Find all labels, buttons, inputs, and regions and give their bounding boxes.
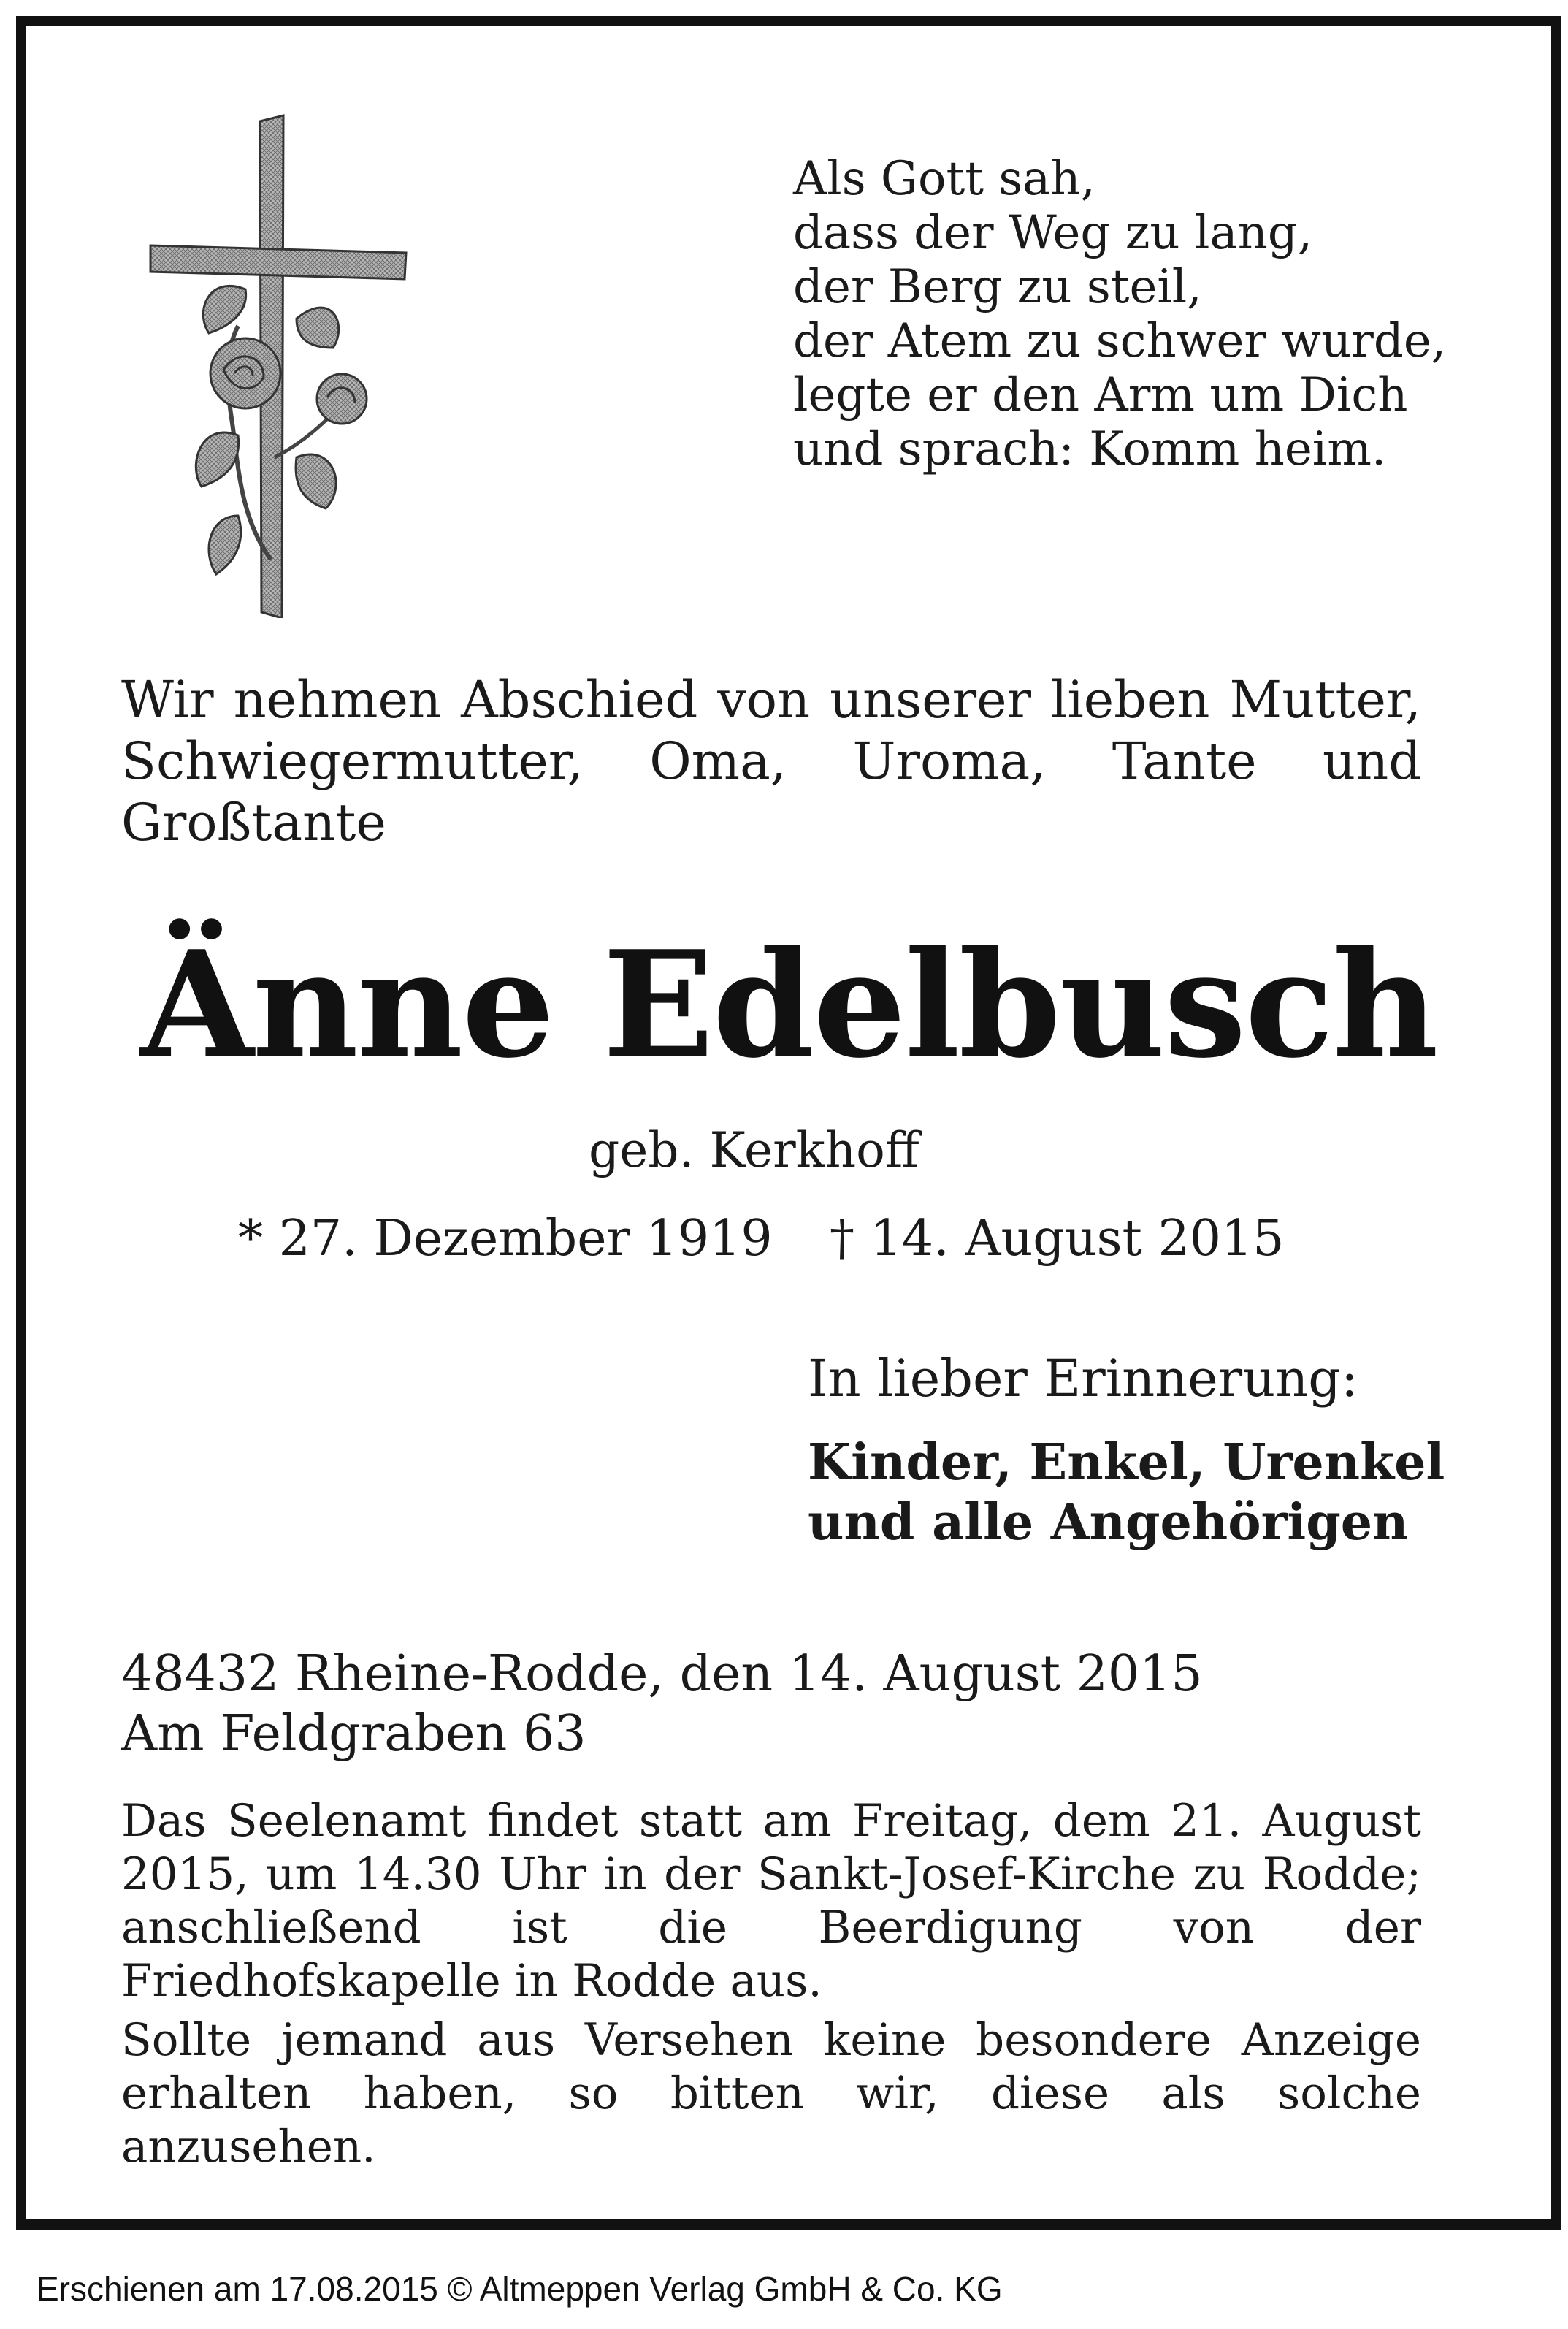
poem-line: der Berg zu steil, <box>793 260 1202 314</box>
intro-text: Wir nehmen Abschied von unserer lieben Mutter, Schwiegermutter, Oma, Uroma, Tante und Großtante <box>121 670 1421 853</box>
address <box>121 1644 1203 1764</box>
poem-line: und sprach: Komm heim. <box>793 422 1387 476</box>
cross-with-roses-icon <box>129 107 421 618</box>
address-line: Am Feldgraben 63 <box>121 1705 586 1763</box>
notice-text: Sollte jemand aus Versehen keine besondere Anzeige erhalten haben, so bitten wir, diese als solche anzusehen. <box>121 2014 1421 2173</box>
publication-footer: Erschienen am 17.08.2015 © Altmeppen Verlag GmbH & Co. KG <box>37 2270 1003 2308</box>
address-line: 48432 Rheine-Rodde, den 14. August 2015 <box>121 1645 1203 1703</box>
death-date: † 14. August 2015 <box>830 1210 1285 1268</box>
family-line: und alle Angehörigen <box>808 1493 1409 1552</box>
memory-heading: In lieber Erinnerung: <box>808 1349 1358 1409</box>
birth-name: geb. Kerkhoff <box>589 1122 919 1178</box>
poem-line: der Atem zu schwer wurde, <box>793 314 1447 368</box>
poem-line: dass der Weg zu lang, <box>793 206 1313 260</box>
birth-date: * 27. Dezember 1919 <box>238 1210 773 1268</box>
family-signature <box>808 1433 1445 1552</box>
family-line: Kinder, Enkel, Urenkel <box>808 1433 1445 1492</box>
service-info: Das Seelenamt findet statt am Freitag, dem 21. August 2015, um 14.30 Uhr in der Sankt-Josef-Kirche zu Rodde; anschließend ist die Beerdigung von der Friedhofskapelle in Rodde aus. <box>121 1795 1421 2007</box>
poem-line: legte er den Arm um Dich <box>793 368 1408 422</box>
poem-line: Als Gott sah, <box>793 152 1095 206</box>
life-dates <box>238 1210 1285 1268</box>
obituary-frame <box>16 16 1561 2230</box>
poem <box>793 152 1446 476</box>
deceased-name: Änne Edelbusch <box>140 919 1437 1091</box>
